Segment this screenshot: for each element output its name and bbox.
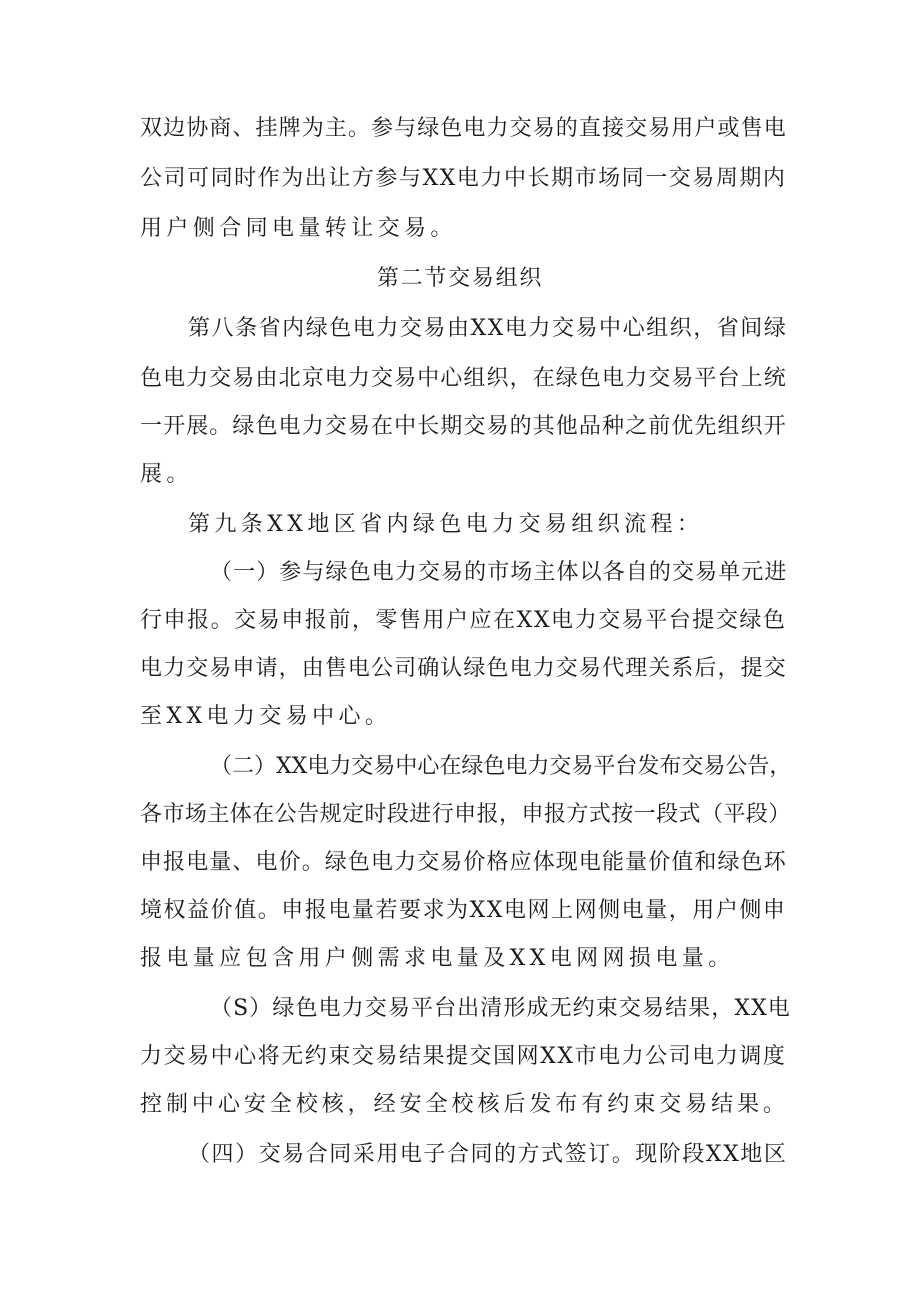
text-line: （四）交易合同采用电子合同的方式签订。现阶段XX地区	[188, 1142, 788, 1167]
text-line: （S）绿色电力交易平台出清形成无约束交易结果，XX电	[210, 996, 791, 1021]
text-line: 公司可同时作为出让方参与XX电力中长期市场同一交易周期内	[140, 166, 787, 191]
text-line: 色电力交易由北京电力交易中心组织，在绿色电力交易平台上统	[140, 366, 787, 391]
section-heading: 第二节交易组织	[376, 266, 544, 291]
text-line: 双边协商、挂牌为主。参与绿色电力交易的直接交易用户或售电	[140, 116, 787, 141]
text-line: 展。	[140, 462, 193, 487]
text-line: （二）XX电力交易中心在绿色电力交易平台发布交易公告，	[210, 754, 792, 779]
text-line: 各市场主体在公告规定时段进行申报，申报方式按一段式（平段）	[140, 802, 791, 827]
text-line: 第九条XX地区省内绿色电力交易组织流程：	[188, 512, 704, 537]
text-line: 报电量应包含用户侧需求电量及XX电网网损电量。	[140, 946, 735, 971]
text-line: 申报电量、电价。绿色电力交易价格应体现电能量价值和绿色环	[140, 850, 787, 875]
text-line: （一）参与绿色电力交易的市场主体以各自的交易单元进	[210, 560, 788, 585]
text-line: 控制中心安全校核，经安全校核后发布有约束交易结果。	[140, 1092, 790, 1117]
text-line: 一开展。绿色电力交易在中长期交易的其他品种之前优先组织开	[140, 414, 787, 439]
text-line: 境权益价值。申报电量若要求为XX电网上网侧电量，用户侧申	[140, 898, 787, 923]
text-line: 至XX电力交易中心。	[140, 704, 392, 729]
text-line: 电力交易申请，由售电公司确认绿色电力交易代理关系后，提交	[140, 656, 787, 681]
text-line: 第八条省内绿色电力交易由XX电力交易中心组织，省间绿	[188, 316, 788, 341]
text-line: 力交易中心将无约束交易结果提交国网XX市电力公司电力调度	[140, 1044, 787, 1069]
text-line: 用户侧合同电量转让交易。	[140, 216, 457, 241]
text-line: 行申报。交易申报前，零售用户应在XX电力交易平台提交绿色	[140, 608, 787, 633]
